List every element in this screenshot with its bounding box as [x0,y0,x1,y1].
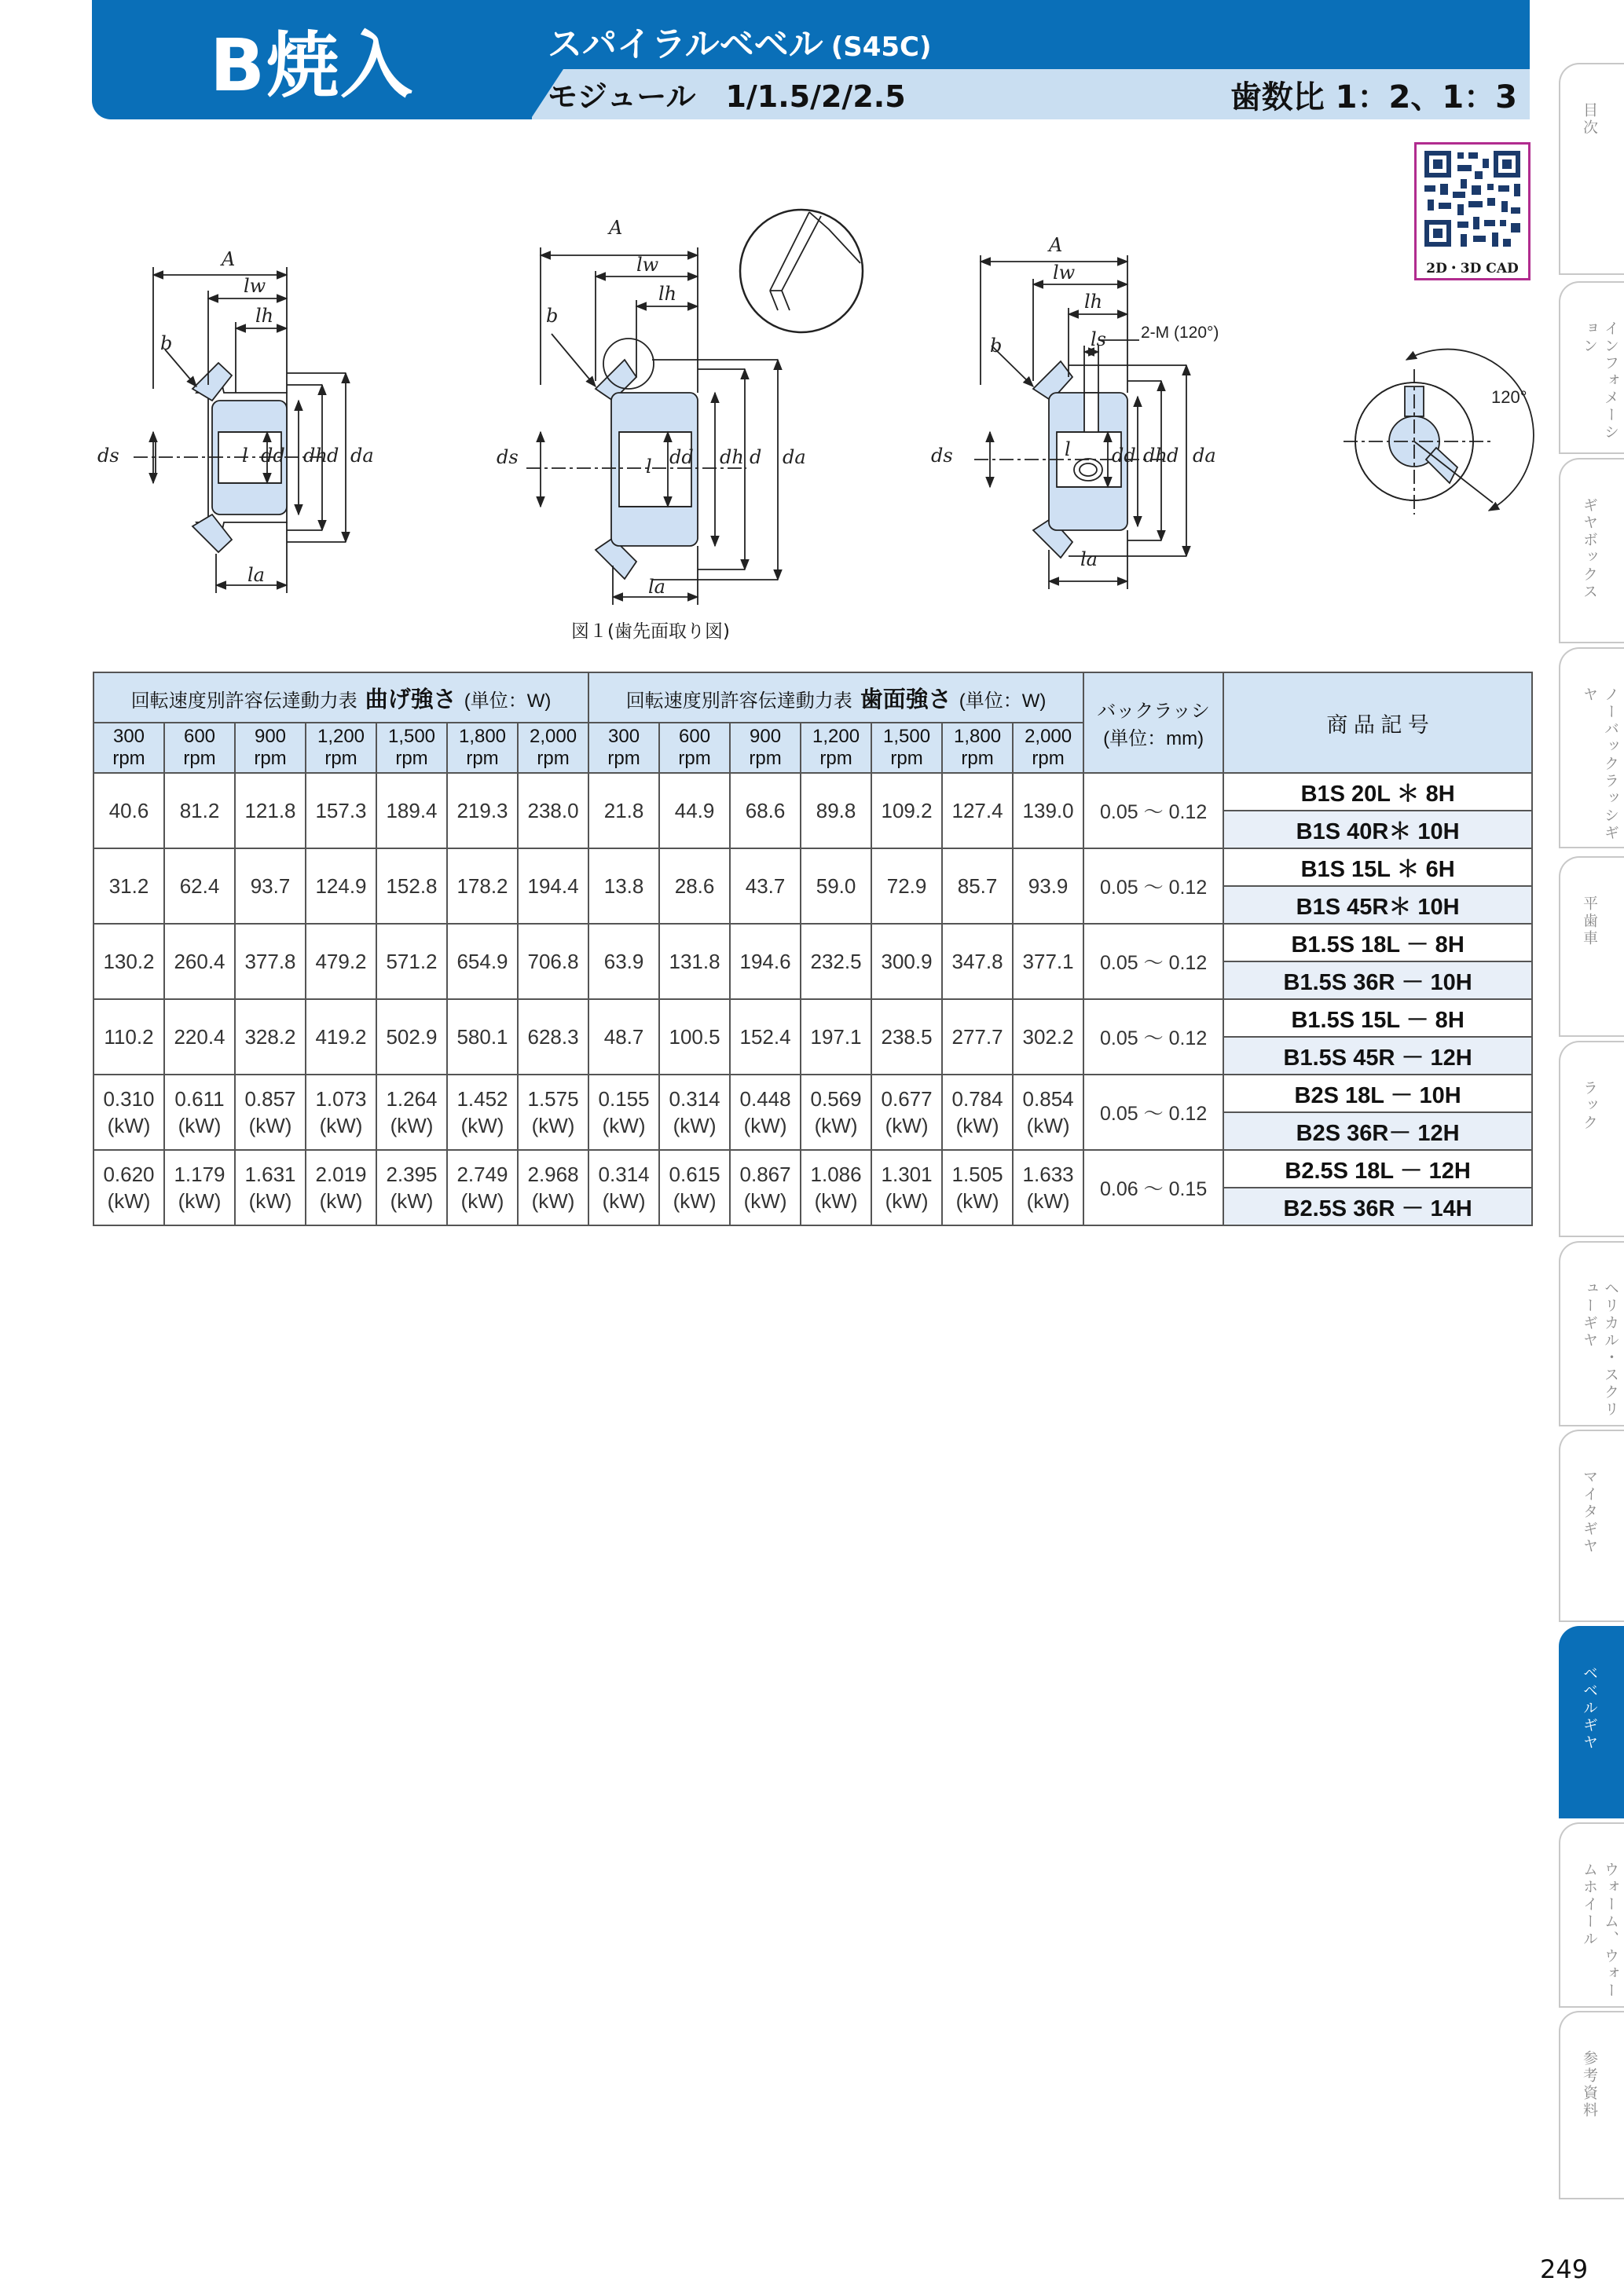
dim-da-3: da [1193,445,1216,467]
bending-value: 328.2 [235,999,306,1075]
dim-l-3: l [1065,438,1071,460]
bending-value: 628.3 [518,999,588,1075]
gear-end-view [1344,350,1534,514]
surface-value: 63.9 [588,924,659,999]
dim-ds-1: ds [97,445,119,467]
material-label: (S45C) [830,31,932,63]
surface-value: 1.505 (kW) [942,1150,1013,1225]
surface-value: 277.7 [942,999,1013,1075]
tab-8[interactable] [1559,1626,1624,1818]
dim-lw-1: lw [244,275,266,297]
surface-value: 0.854 (kW) [1013,1075,1083,1150]
bending-value: 1.631 (kW) [235,1150,306,1225]
table-row [93,773,1532,811]
tab-label: 参考資料 [1581,2050,1598,2119]
product-code[interactable]: B2S 36R－ 12H [1223,1112,1532,1150]
surface-value: 302.2 [1013,999,1083,1075]
tab-7[interactable] [1559,1430,1624,1622]
surface-value: 1.633 (kW) [1013,1150,1083,1225]
dim-dd-3: dd [1112,445,1136,467]
gear-dimension-drawing [86,181,1540,652]
bending-value: 479.2 [306,924,376,999]
bending-value: 219.3 [447,773,518,848]
bending-value: 1.452 (kW) [447,1075,518,1150]
product-code[interactable]: B2.5S 18L － 12H [1223,1150,1532,1188]
spec-table-body [93,773,1532,1225]
surface-value: 0.677 (kW) [871,1075,942,1150]
tab-9[interactable] [1559,1822,1624,2008]
bending-value: 1.179 (kW) [164,1150,235,1225]
surface-value: 68.6 [730,773,801,848]
surface-value: 131.8 [659,924,730,999]
product-code[interactable]: B1.5S 45R － 12H [1223,1037,1532,1075]
figure-caption: 図１(歯先面取り図) [571,621,730,642]
surface-value: 100.5 [659,999,730,1075]
bending-value: 0.857 (kW) [235,1075,306,1150]
tab-3[interactable] [1559,647,1624,848]
bending-value: 124.9 [306,848,376,924]
surface-value: 59.0 [801,848,871,924]
bending-value: 1.073 (kW) [306,1075,376,1150]
bending-value: 238.0 [518,773,588,848]
tab-1[interactable] [1559,281,1624,454]
bending-value: 0.310 (kW) [93,1075,164,1150]
backlash-value: 0.05 ～ 0.12 [1083,773,1223,848]
dim-la-1: la [247,564,265,586]
gear-drawing-3 [974,255,1186,589]
rpm-header-surface-1: 600 rpm [659,723,730,773]
bending-value: 2.019 (kW) [306,1150,376,1225]
product-code[interactable]: B1S 40R＊ 10H [1223,811,1532,848]
surface-value: 377.1 [1013,924,1083,999]
bending-value: 502.9 [376,999,447,1075]
bending-value: 2.749 (kW) [447,1150,518,1225]
dim-dh-2: dh [720,446,744,468]
rpm-header-bending-6: 2,000 rpm [518,723,588,773]
dim-lh-1: lh [255,305,274,327]
surface-value: 0.867 (kW) [730,1150,801,1225]
tab-6[interactable] [1559,1241,1624,1426]
surface-value: 13.8 [588,848,659,924]
tab-label: 目次 [1581,102,1598,137]
category-badge: B焼入 [209,24,415,108]
rpm-header-bending-5: 1,800 rpm [447,723,518,773]
rpm-header-surface-5: 1,800 rpm [942,723,1013,773]
bending-value: 130.2 [93,924,164,999]
dim-lw-2: lw [636,254,659,276]
bending-value: 419.2 [306,999,376,1075]
tab-10[interactable] [1559,2011,1624,2199]
surface-value: 194.6 [730,924,801,999]
dim-ds-2: ds [497,446,519,468]
surface-value: 72.9 [871,848,942,924]
backlash-value: 0.05 ～ 0.12 [1083,1075,1223,1150]
dim-da-2: da [783,446,806,468]
product-code-header: 商 品 記 号 [1223,672,1532,773]
page-header [92,0,1530,119]
rpm-header-surface-3: 1,200 rpm [801,723,871,773]
tab-label: ノーバックラッシギヤ [1581,687,1619,842]
backlash-header: バックラッシ (単位：mm) [1083,672,1223,773]
bending-value: 571.2 [376,924,447,999]
group-header-surface: 回転速度別許容伝達動力表 歯面強さ (単位：W) [588,672,1083,723]
table-row [93,1150,1532,1188]
product-name: スパイラルベベル [548,24,823,64]
tab-label: ウォーム、ウォームホイール [1581,1862,1619,2000]
dim-l-2: l [646,456,652,478]
dim-da-1: da [350,445,374,467]
product-code[interactable]: B1.5S 15L － 8H [1223,999,1532,1037]
dim-d-1: d [327,445,339,467]
surface-value: 93.9 [1013,848,1083,924]
table-row [93,924,1532,961]
surface-value: 347.8 [942,924,1013,999]
dim-la-3: la [1080,548,1098,570]
tab-label: インフォメーション [1581,320,1619,441]
dim-l-1: l [242,445,248,467]
dim-b-2: b [546,305,559,327]
dim-lw-3: lw [1053,262,1076,284]
dim-lh-2: lh [658,283,677,305]
dim-A-1: A [222,248,236,270]
bending-value: 2.395 (kW) [376,1150,447,1225]
rpm-header-bending-4: 1,500 rpm [376,723,447,773]
bending-value: 0.620 (kW) [93,1150,164,1225]
surface-value: 43.7 [730,848,801,924]
bending-value: 62.4 [164,848,235,924]
tab-2[interactable] [1559,458,1624,643]
table-row [93,848,1532,886]
product-code[interactable]: B2S 18L － 10H [1223,1075,1532,1112]
bending-value: 654.9 [447,924,518,999]
surface-value: 0.448 (kW) [730,1075,801,1150]
bending-value: 1.264 (kW) [376,1075,447,1150]
rpm-header-bending-1: 600 rpm [164,723,235,773]
product-title [548,16,932,66]
bending-value: 0.611 (kW) [164,1075,235,1150]
bending-value: 194.4 [518,848,588,924]
qr-label: 2D・3D CAD [1426,261,1519,276]
rpm-header-bending-0: 300 rpm [93,723,164,773]
backlash-value: 0.06 ～ 0.15 [1083,1150,1223,1225]
tab-label: 平歯車 [1581,895,1598,947]
bending-value: 110.2 [93,999,164,1075]
surface-value: 0.314 (kW) [588,1150,659,1225]
product-code[interactable]: B1.5S 18L － 8H [1223,924,1532,961]
power-spec-table [93,672,1533,1226]
dim-d-2: d [750,446,762,468]
dim-d-3: d [1167,445,1179,467]
rpm-header-surface-2: 900 rpm [730,723,801,773]
table-row [93,999,1532,1037]
dim-b-1: b [160,332,173,354]
tab-label: マイタギヤ [1581,1469,1598,1555]
tab-label: ベベルギヤ [1581,1665,1598,1752]
surface-value: 1.301 (kW) [871,1150,942,1225]
tab-label: ヘリカル・スクリューギヤ [1581,1280,1619,1419]
dim-dh-1: dh [303,445,328,467]
surface-value: 28.6 [659,848,730,924]
dim-ls-3: ls [1091,328,1106,350]
product-code[interactable]: B1S 15L ＊ 6H [1223,848,1532,886]
bending-value: 157.3 [306,773,376,848]
surface-value: 238.5 [871,999,942,1075]
dim-A-2: A [609,217,623,239]
surface-value: 0.615 (kW) [659,1150,730,1225]
bending-value: 81.2 [164,773,235,848]
surface-value: 152.4 [730,999,801,1075]
surface-value: 139.0 [1013,773,1083,848]
dim-lh-3: lh [1084,291,1103,313]
product-code[interactable]: B1S 20L ＊ 8H [1223,773,1532,811]
bending-value: 40.6 [93,773,164,848]
gear-drawing-1 [134,267,346,593]
surface-value: 0.784 (kW) [942,1075,1013,1150]
backlash-value: 0.05 ～ 0.12 [1083,848,1223,924]
dim-angle: 120° [1491,387,1527,407]
bending-value: 121.8 [235,773,306,848]
dim-ds-3: ds [931,445,953,467]
bending-value: 377.8 [235,924,306,999]
rpm-header-bending-2: 900 rpm [235,723,306,773]
bending-value: 2.968 (kW) [518,1150,588,1225]
dim-screw-3: 2-M (120°) [1141,324,1219,342]
dim-dd-1: dd [261,445,285,467]
dim-A-3: A [1049,234,1063,256]
surface-value: 0.155 (kW) [588,1075,659,1150]
surface-value: 197.1 [801,999,871,1075]
backlash-value: 0.05 ～ 0.12 [1083,999,1223,1075]
dimension-labels [97,217,1527,598]
page-number: 249 [1540,2254,1589,2284]
rpm-header-surface-4: 1,500 rpm [871,723,942,773]
module-label: モジュール 1/1.5/2/2.5 [548,79,906,114]
bending-value: 93.7 [235,848,306,924]
surface-value: 48.7 [588,999,659,1075]
bending-value: 260.4 [164,924,235,999]
table-row [93,1075,1532,1112]
backlash-value: 0.05 ～ 0.12 [1083,924,1223,999]
bending-value: 1.575 (kW) [518,1075,588,1150]
surface-value: 85.7 [942,848,1013,924]
rpm-header-bending-3: 1,200 rpm [306,723,376,773]
bending-value: 152.8 [376,848,447,924]
surface-value: 44.9 [659,773,730,848]
gear-drawing-2 [526,210,863,605]
dim-dd-2: dd [669,446,694,468]
surface-value: 300.9 [871,924,942,999]
dim-dh-3: dh [1143,445,1168,467]
surface-value: 232.5 [801,924,871,999]
surface-value: 0.569 (kW) [801,1075,871,1150]
dim-b-3: b [990,335,1003,357]
gear-ratio-label: 歯数比 1：2、1：3 [1230,79,1517,115]
tab-4[interactable] [1559,856,1624,1037]
surface-value: 0.314 (kW) [659,1075,730,1150]
tab-label: ラック [1581,1080,1598,1132]
surface-value: 109.2 [871,773,942,848]
group-header-bending: 回転速度別許容伝達動力表 曲げ強さ (単位：W) [93,672,588,723]
product-code[interactable]: B1.5S 36R － 10H [1223,961,1532,999]
product-code[interactable]: B1S 45R＊ 10H [1223,886,1532,924]
bending-value: 31.2 [93,848,164,924]
surface-value: 1.086 (kW) [801,1150,871,1225]
surface-value: 89.8 [801,773,871,848]
rpm-header-surface-0: 300 rpm [588,723,659,773]
tab-label: ギヤボックス [1581,497,1598,601]
tab-5[interactable] [1559,1041,1624,1237]
dim-la-2: la [648,576,665,598]
surface-value: 127.4 [942,773,1013,848]
bending-value: 706.8 [518,924,588,999]
product-code[interactable]: B2.5S 36R － 14H [1223,1188,1532,1225]
bending-value: 178.2 [447,848,518,924]
tab-0[interactable] [1559,63,1624,275]
bending-value: 580.1 [447,999,518,1075]
surface-value: 21.8 [588,773,659,848]
rpm-header-surface-6: 2,000 rpm [1013,723,1083,773]
bending-value: 220.4 [164,999,235,1075]
bending-value: 189.4 [376,773,447,848]
